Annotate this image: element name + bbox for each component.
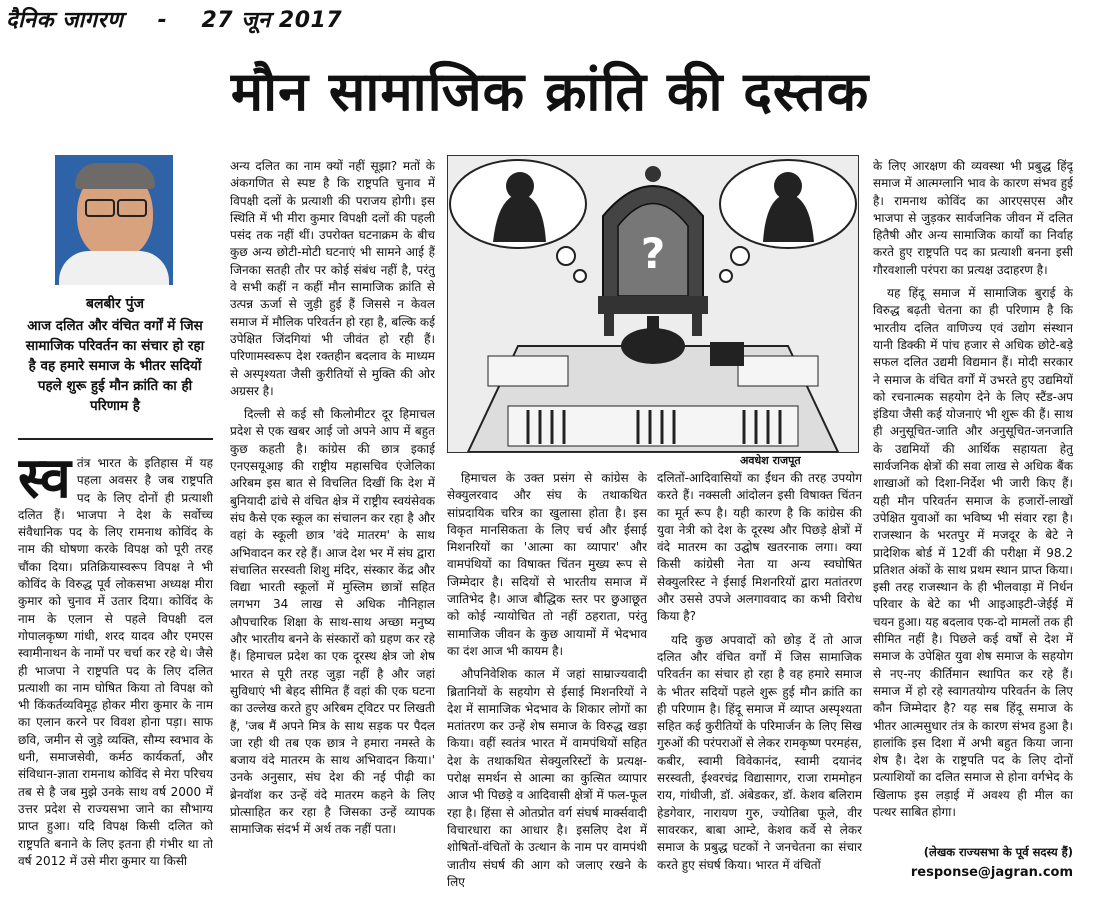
throne bbox=[598, 166, 708, 336]
column-3-paragraph-2: औपनिवेशिक काल में जहां साम्राज्यवादी ब्रितानियों के सहयोग से ईसाई मिशनरियों ने देश में सामाजिक भेदभाव के शिकार लोगों का मतांतरण कर उन्हें शेष समाज के विरुद्ध खड़ा किया। वहीं स्वतंत्र भारत में वामपंथियों सहित देश के तथाकथित सेक्युलरिस्टों के प्रत्यक्ष-परोक्ष समर्थन से आत्मा का कुत्सित व्यापार आज भी पिछड़े व आदिवासी क्षेत्रों में फल-फूल रहा है। हिंसा से ओतप्रोत वर्ग संघर्ष मार्क्सवादी विचारधारा का आधार है। इसलिए देश में शोषितों-वंचितों के उत्थान के नाम पर वामपंथी जातीय संघर्ष की आग को जलाए रखने के लिए bbox=[447, 667, 647, 889]
issue-date: 27 जून 2017 bbox=[201, 8, 343, 33]
building bbox=[468, 316, 838, 452]
glasses-right-shape bbox=[117, 199, 147, 217]
illustration-credit: अवधेश राजपूत bbox=[740, 454, 801, 467]
masthead bbox=[6, 4, 368, 34]
column-2-paragraph-2: दिल्ली से कई सौ किलोमीटर दूर हिमाचल प्रदेश से एक खबर आई जो अपने आप में बहुत कुछ कहती है। कांग्रेस की छात्र इकाई एनएसयूआइ की राष्ट्रीय महासचिव एंजेलिका अरिबम इस बात से विचलित दिखीं कि देश में बुनियादी ढांचे से वंचित क्षेत्र में राष्ट्रीय स्वयंसेवक संघ कैसे एक स्कूल का संचालन कर रहा है और वहां के स्कूली छात्र 'वंदे मातरम' के साथ अभिवादन कर रहे हैं। आज देश भर में संघ द्वारा संचालित सरस्वती शिशु मंदिर, संस्कार केंद्र और विद्या भारती स्कूलों में मुस्लिम छात्रों सहित लगभग 34 लाख से अधिक नौनिहाल औपचारिक शिक्षा के साथ-साथ अच्छा मनुष्य और भारतीय बनने के संस्कारों को ग्रहण कर रहे हैं। हिमाचल प्रदेश का एक दूरस्थ क्षेत्र जो शेष भारत से पूरी तरह जुड़ा नहीं है और जहां सुविधाएं भी बेहद सीमित हैं वहां की एक घटना का उल्लेख करते हुए अरिबम ट्विटर पर लिखती हैं, 'जब मैं अपने मित्र के साथ सड़क पर पैदल जा रही थी तब एक छात्र ने हमारा नमस्ते के बजाय वंदे मातरम के साथ अभिवादन किया।' उनके अनुसार, संघ देश की नई पीढ़ी का ब्रेनवॉश कर उन्हें वंदे मातरम कहने के लिए प्रोत्साहित कर रहा है जिसका उन्हें व्यापक सामाजिक संदर्भ में अर्थ तक नहीं पता। bbox=[230, 407, 435, 837]
thought-cloud-left bbox=[450, 160, 586, 282]
paper-name: दैनिक जागरण bbox=[6, 8, 124, 33]
column-5-paragraph-1: के लिए आरक्षण की व्यवस्था भी प्रबुद्ध हिंदू समाज में आत्मग्लानि भाव के कारण संभव हुई है। रामनाथ कोविंद का आरएसएस और भाजपा से जुड़कर सार्वजनिक जीवन में दलित हितैषी और अन्य सामाजिक कार्यों का निर्वाह करते हुए राष्ट्रपति पद का प्रत्याशी बनना इसी गौरवशाली परंपरा का प्रत्यक्ष उदाहरण है। bbox=[873, 159, 1073, 277]
svg-text:?: ? bbox=[640, 229, 666, 278]
headline: मौन सामाजिक क्रांति की दस्तक bbox=[230, 60, 870, 123]
glasses-left-shape bbox=[85, 199, 115, 217]
author-photo bbox=[55, 155, 173, 285]
illustration bbox=[447, 155, 859, 453]
column-4-paragraph-2: यदि कुछ अपवादों को छोड़ दें तो आज दलित और वंचित वर्गों में जिस सामाजिक परिवर्तन का संचार हो रहा है वह हमारे समाज के भीतर सदियों पहले शुरू हुई मौन क्रांति का ही परिणाम है। हिंदू समाज में व्याप्त अस्पृश्यता सहित कई कुरीतियों के परिमार्जन के लिए सिख गुरुओं की परंपराओं से लेकर रामकृष्ण परमहंस, कबीर, स्वामी विवेकानंद, स्वामी दयानंद सरस्वती, ईश्वरचंद्र विद्यासागर, राजा राममोहन राय, गांधीजी, डॉ. अंबेडकर, डॉ. केशव बलिराम हेडगेवार, नारायण गुरु, ज्योतिबा फूले, वीर सावरकर, बाबा आम्टे, केशव कर्वे से लेकर समाज के प्रबुद्ध घटकों ने जनचेतना का संचार करते हुए संघर्ष किया। भारत में वंचितों bbox=[657, 632, 862, 872]
thought-cloud-right bbox=[720, 160, 856, 282]
column-1-paragraph-1 bbox=[18, 455, 213, 870]
column-3-paragraph-1: हिमाचल के उक्त प्रसंग से कांग्रेस के सेक्युलरवाद और संघ के तथाकथित सांप्रदायिक चरित्र का खुलासा होता है। इस विकृत मानसिकता के लिए चर्च और ईसाई मिशनरियों का 'आत्मा का व्यापार' और वामपंथियों का विषाक्त चिंतन मुख्य रूप से जिम्मेदार है। सदियों से भारतीय समाज में जातिभेद है। आज बौद्धिक स्तर पर छुआछूत को कोई न्यायोचित तो नहीं ठहराता, परंतु सामाजिक जीवन के कुछ आयामों में भेदभाव का दंश आज भी कायम है। bbox=[447, 471, 647, 658]
column-2 bbox=[230, 158, 435, 895]
column-1-text: तंत्र भारत के इतिहास में यह पहला अवसर है जब राष्ट्रपति पद के लिए दोनों ही प्रत्याशी दलित हैं। भाजपा ने देश के सर्वोच्च संवैधानिक पद के लिए रामनाथ कोविंद के नाम की घोषणा करके विपक्ष को पूरी तरह चौंका दिया। प्रतिक्रियास्वरूप विपक्ष ने भी कोविंद के विरुद्ध पूर्व लोकसभा अध्यक्ष मीरा कुमार को चुनाव में उतार दिया। कोविंद के नाम के एलान से पहले विपक्षी दल गोपालकृष्ण गांधी, शरद यादव और एमएस स्वामीनाथन के नामों पर चर्चा कर रहे थे। जैसे ही भाजपा ने राष्ट्रपति पद के लिए दलित प्रत्याशी का नाम घोषित किया तो विपक्ष को भी किंकर्तव्यविमूढ़ होकर मीरा कुमार के नाम का एलान करने पर विवश होना पड़ा। साफ छवि, जमीन से जुड़े व्यक्ति, सौम्य स्वभाव के धनी, समाजसेवी, कर्मठ कार्यकर्ता, और संविधान-ज्ञाता रामनाथ कोविंद से मेरा परिचय तब से है जब मुझे उनके साथ वर्ष 2000 में उत्तर प्रदेश से राज्यसभा जाने का सौभाग्य प्राप्त हुआ। यदि विपक्ष किसी दलित को राष्ट्रपति बनाने के लिए इतना ही गंभीर था तो वर्ष 2012 में उसे मीरा कुमार या किसी bbox=[18, 456, 213, 868]
column-4-paragraph-1: दलितों-आदिवासियों का ईंधन की तरह उपयोग करते हैं। नक्सली आंदोलन इसी विषाक्त चिंतन का मूर्त रूप है। यही कारण है कि कांग्रेस की युवा नेत्री को देश के दूरस्थ और पिछड़े क्षेत्रों में वंदे मातरम का उद्घोष खतरनाक लगा। क्या किसी कांग्रेसी नेता या अन्य स्वघोषित सेक्युलरिस्ट ने ईसाई मिशनरियों द्वारा मतांतरण और उससे उपजे अलगाववाद का कभी विरोध किया है? bbox=[657, 471, 862, 624]
column-5 bbox=[873, 158, 1073, 842]
pull-quote: आज दलित और वंचित वर्गों में जिस सामाजिक परिवर्तन का संचार हो रहा है वह हमारे समाज के भीतर सदियों पहले शुरू हुई मौन क्रांति का ही परिणाम है bbox=[25, 318, 205, 414]
illustration-drawing bbox=[448, 156, 858, 452]
column-4 bbox=[657, 470, 862, 895]
column-3 bbox=[447, 470, 647, 895]
column-1 bbox=[18, 455, 213, 895]
author-shirt-shape bbox=[59, 251, 169, 285]
masthead-separator: - bbox=[157, 8, 168, 33]
author-signoff: (लेखक राज्यसभा के पूर्व सदस्य हैं) bbox=[923, 845, 1073, 859]
response-email: response@jagran.com bbox=[910, 865, 1073, 880]
column-2-paragraph-1: अन्य दलित का नाम क्यों नहीं सूझा? मतों के अंकगणित से स्पष्ट है कि राष्ट्रपति चुनाव में विपक्षी दलों के प्रत्याशी की पराजय होगी। इस स्थिति में भी मीरा कुमार विपक्षी दलों की पहली पसंद तक नहीं थीं। उपरोक्त घटनाक्रम के बीच कुछ अन्य छोटी-मोटी घटनाएं भी सामने आई हैं जिनका सतही तौर पर कोई संबंध नहीं है, परंतु वे सभी कहीं न कहीं मौन सामाजिक क्रांति से उत्पन्न ऊर्जा से जुड़ी हुई हैं जिससे न केवल समाज में मौलिक परिवर्तन हो रहा है, बल्कि कई उपेक्षित जिंदगियां भी जीवंत हो रही हैं। परिणामस्वरूप देश रक्तहीन बदलाव के माध्यम से अस्पृश्यता जैसी कुरीतियों से मुक्ति की ओर अग्रसर है। bbox=[230, 159, 435, 398]
drop-cap: स्व bbox=[18, 455, 71, 511]
column-5-paragraph-2: यह हिंदू समाज में सामाजिक बुराई के विरुद्ध बढ़ती चेतना का ही परिणाम है कि भारतीय दलित वाणिज्य एवं उद्योग संस्थान यानी डिक्की में पांच हजार से अधिक छोटे-बड़े सफल दलित उद्यमी विद्यमान हैं। मोदी सरकार ने समाज के वंचित वर्गों में उभरते हुए उद्यमियों को रचनात्मक सहयोग देने के लिए स्टैंड-अप इंडिया जैसी कई योजनाएं भी शुरू की हैं। साथ ही अनुसूचित-जाति और अनुसूचित-जनजाति के उद्यमियों की आर्थिक सहायता हेतु सार्वजनिक क्षेत्रों की सवा लाख से अधिक बैंक शाखाओं को दिशा-निर्देश भी जारी किए हैं। यही मौन परिवर्तन समाज के हजारों-लाखों उपेक्षित युवाओं का भविष्य भी संवार रहा है। राजस्थान के भरतपुर में मजदूर के बेटे ने प्रादेशिक बोर्ड में 12वीं की परीक्षा में 98.2 प्रतिशत अंकों के साथ प्रथम स्थान प्राप्त किया। इसी तरह राजस्थान के ही भीलवाड़ा में निर्धन परिवार के बेटे का भी आइआइटी-जेईई में चयन हुआ। यह बदलाव एक-दो मामलों तक ही सीमित नहीं है। पिछले कई वर्षों से देश में समाज के उपेक्षित युवा शेष समाज के सहयोग से नए-नए कीर्तिमान स्थापित कर रहे हैं। समाज में हो रहे स्वागतयोग्य परिवर्तन के लिए कौन जिम्मेदार है? यह सब हिंदू समाज के भीतर आत्मसुधार तंत्र के कारण संभव हुआ है। हालांकि इस दिशा में अभी बहुत किया जाना शेष है। देश के राष्ट्रपति पद के लिए दोनों प्रत्याशियों का दलित समाज से होना वर्गभेद के खिलाफ इस लड़ाई में अवश्य ही मील का पत्थर साबित होगा। bbox=[873, 286, 1073, 819]
author-name: बलबीर पुंज bbox=[85, 296, 145, 312]
author-hair-shape bbox=[75, 163, 155, 189]
pull-quote-rule bbox=[18, 438, 213, 440]
